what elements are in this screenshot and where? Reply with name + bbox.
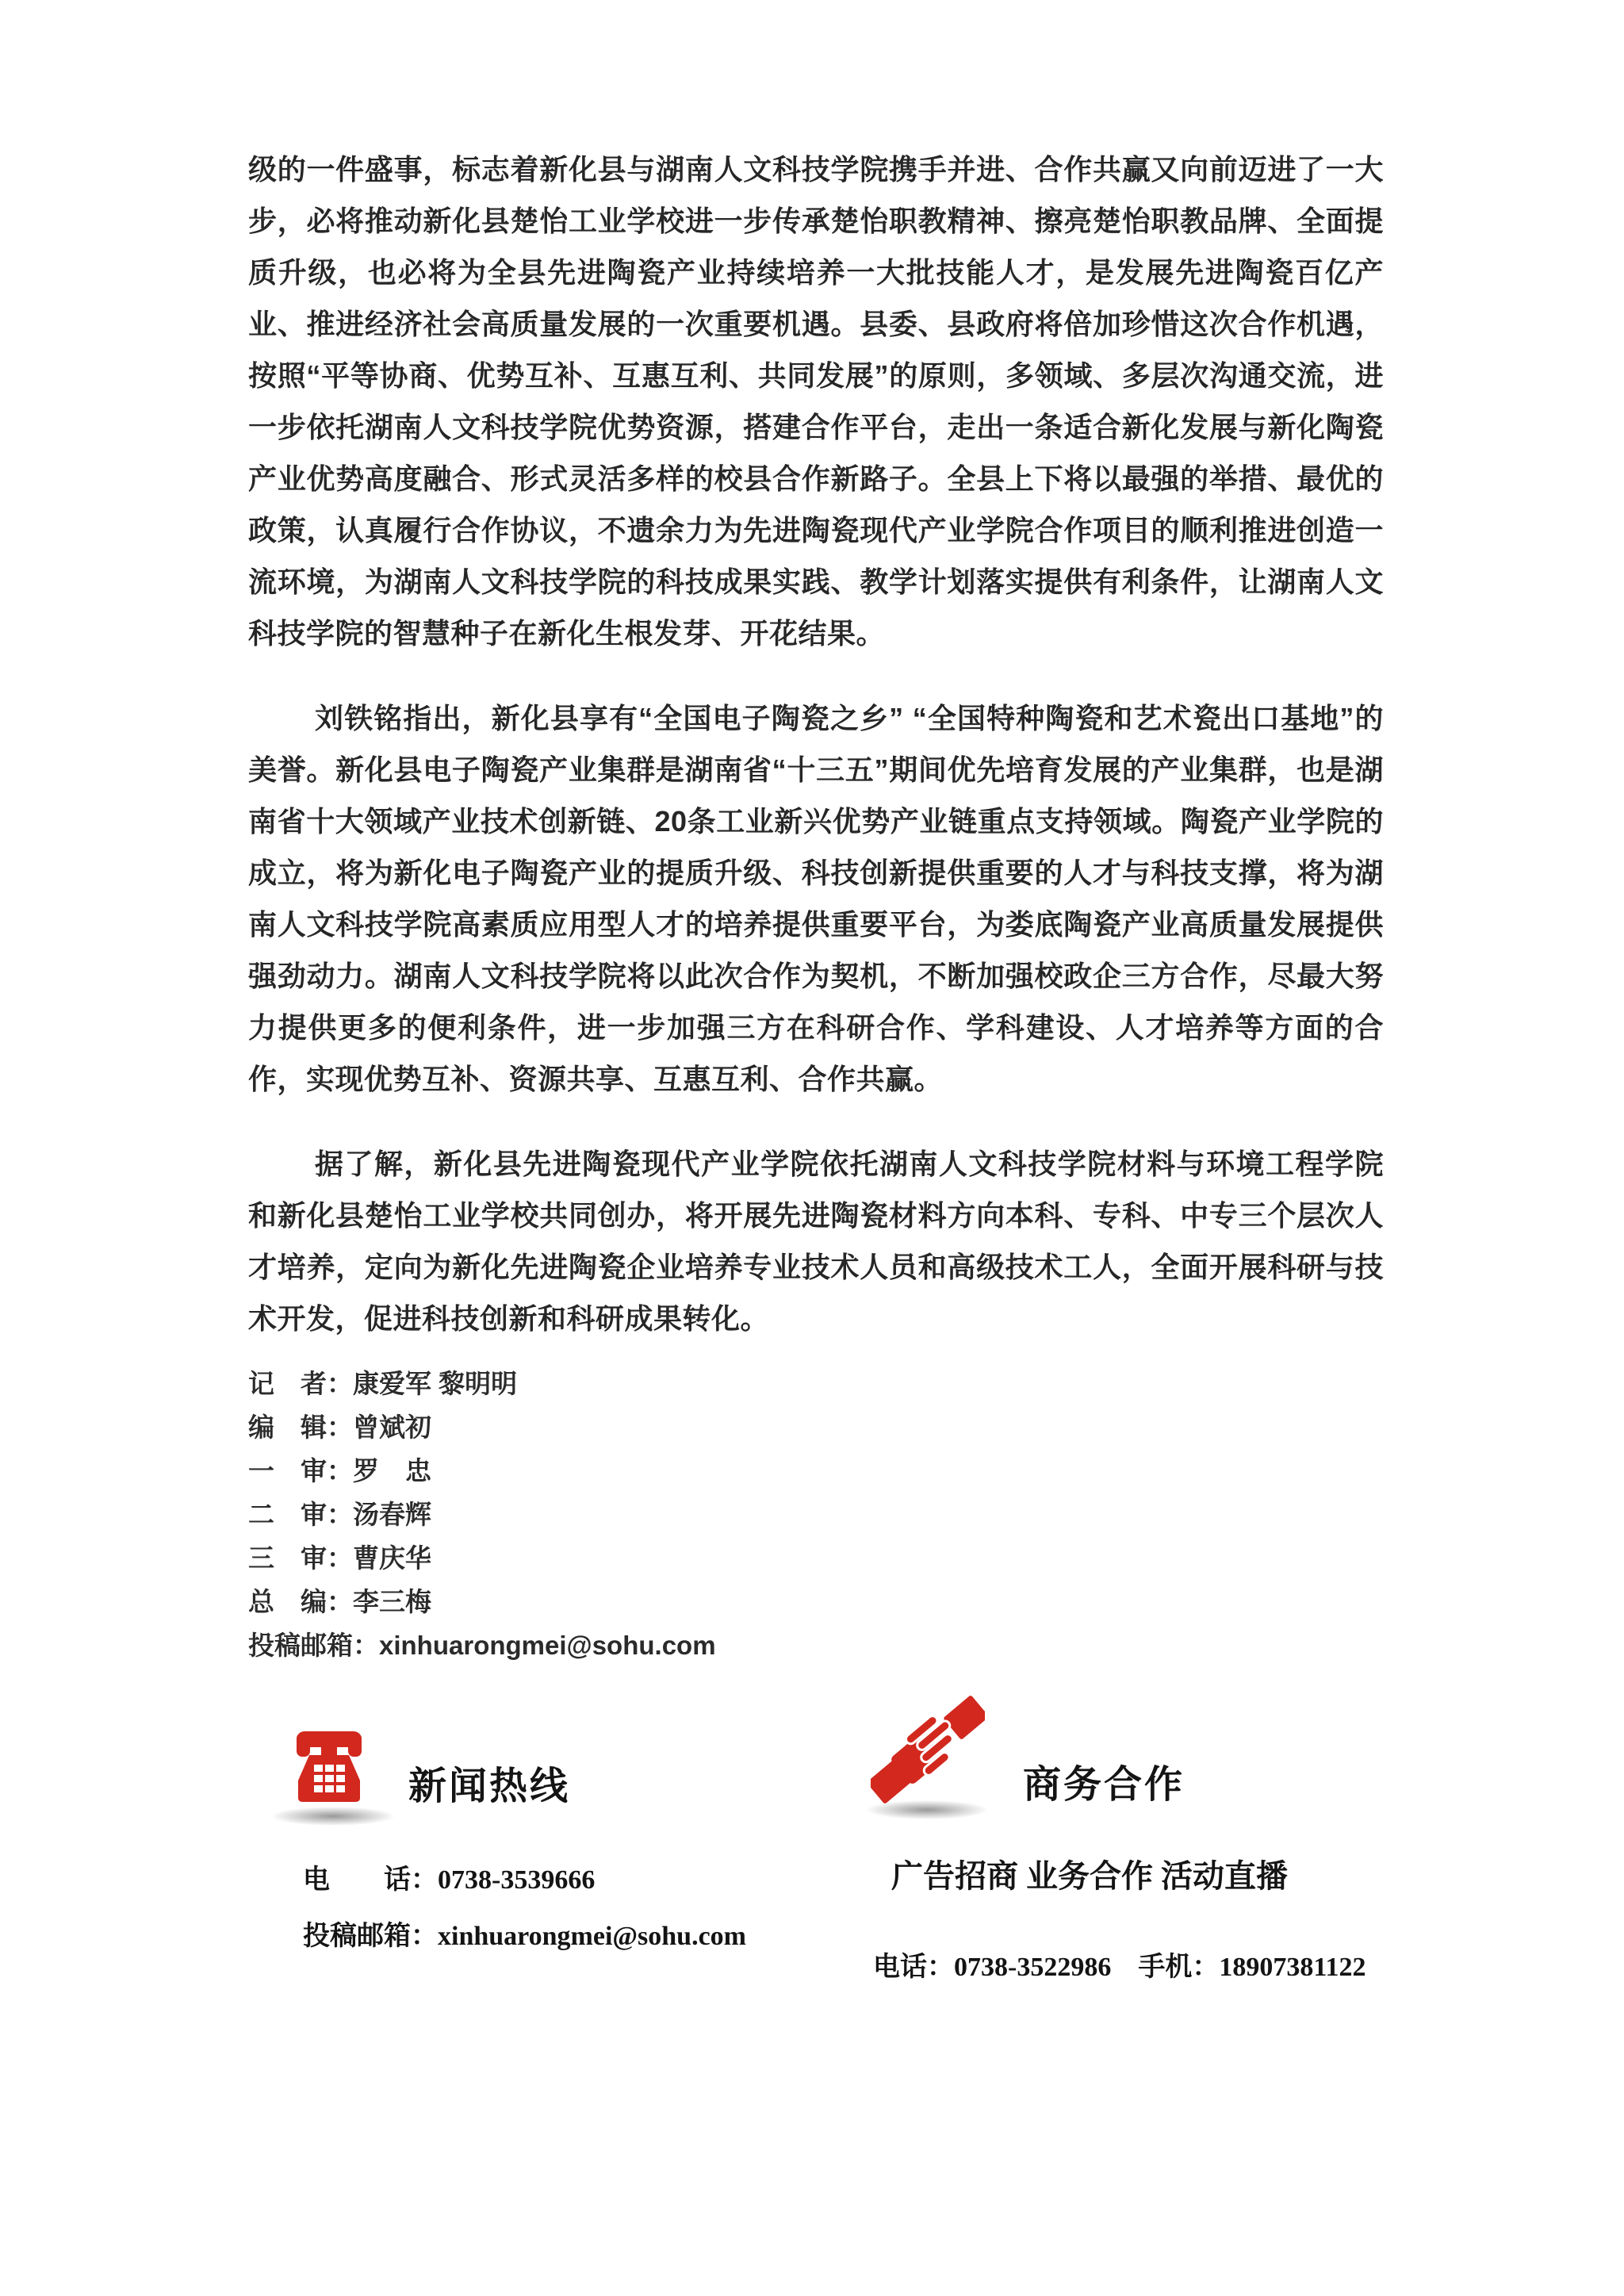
telephone-icon-shadow	[272, 1807, 394, 1826]
article-paragraph: 刘铁铭指出，新化县享有“全国电子陶瓷之乡” “全国特种陶瓷和艺术瓷出口基地”的美誉。新化县电子陶瓷产业集群是湖南省“十三五”期间优先培育发展的产业集群，也是湖南省十大领域产业技术创新链、20条工业新兴优势产业链重点支持领域。陶瓷产业学院的成立，将为新化电子陶瓷产业的提质升级、科技创新提供重要的人才与科技支撑，将为湖南人文科技学院高素质应用型人才的培养提供重要平台，为娄底陶瓷产业高质量发展提供强劲动力。湖南人文科技学院将以此次合作为契机，不断加强校政企三方合作，尽最大努力提供更多的便利条件，进一步加强三方在科研合作、学科建设、人才培养等方面的合作，实现优势互补、资源共享、互惠互利、合作共赢。	[248, 702, 1384, 1095]
business-cooperation-title: 商务合作	[1023, 1764, 1185, 1806]
credit-line-first-review: 一 审：罗 忠	[248, 1456, 431, 1485]
credit-line-chief-editor: 总 编：李三梅	[248, 1587, 431, 1616]
credit-line-editor: 编 辑：曾斌初	[248, 1412, 431, 1442]
article-paragraph: 级的一件盛事，标志着新化县与湖南人文科技学院携手并进、合作共赢又向前迈进了一大步，必将推动新化县楚怡工业学校进一步传承楚怡职教精神、擦亮楚怡职教品牌、全面提质升级，也必将为全县先进陶瓷产业持续培养一大批技能人才，是发展先进陶瓷百亿产业、推进经济社会高质量发展的一次重要机遇。县委、县政府将倍加珍惜这次合作机遇，按照“平等协商、优势互补、互惠互利、共同发展”的原则，多领域、多层次沟通交流，进一步依托湖南人文科技学院优势资源，搭建合作平台，走出一条适合新化发展与新化陶瓷产业优势高度融合、形式灵活多样的校县合作新路子。全县上下将以最强的举措、最优的政策，认真履行合作协议，不遗余力为先进陶瓷现代产业学院合作项目的顺利推进创造一流环境，为湖南人文科技学院的科技成果实践、教学计划落实提供有利条件，让湖南人文科技学院的智慧种子在新化生根发芽、开花结果。	[248, 153, 1384, 650]
credit-line-submission-email: 投稿邮箱：xinhuarongmei@sohu.com	[248, 1631, 716, 1660]
article-paragraph: 据了解，新化县先进陶瓷现代产业学院依托湖南人文科技学院材料与环境工程学院和新化县楚怡工业学校共同创办，将开展先进陶瓷材料方向本科、专科、中专三个层次人才培养，定向为新化先进陶瓷企业培养专业技术人员和高级技术工人，全面开展科研与技术开发，促进科技创新和科研成果转化。	[248, 1148, 1384, 1335]
credit-line-reporter: 记 者：康爱军 黎明明	[248, 1369, 518, 1398]
handshake-icon-shadow	[867, 1800, 987, 1819]
credit-line-second-review: 二 审：汤春辉	[248, 1500, 431, 1529]
telephone-icon	[292, 1725, 366, 1804]
business-services-line: 广告招商 业务合作 活动直播	[891, 1858, 1288, 1894]
news-hotline-email: 投稿邮箱：xinhuarongmei@sohu.com	[303, 1922, 747, 1951]
news-hotline-title: 新闻热线	[408, 1765, 571, 1807]
news-hotline-phone: 电 话：0738-3539666	[303, 1865, 596, 1895]
article-body	[248, 144, 1384, 1378]
business-contact-line: 电话：0738-3522986 手机：18907381122	[873, 1953, 1366, 1982]
credit-line-third-review: 三 审：曹庆华	[248, 1543, 431, 1573]
handshake-icon	[871, 1694, 985, 1805]
credits-block	[248, 1362, 716, 1667]
